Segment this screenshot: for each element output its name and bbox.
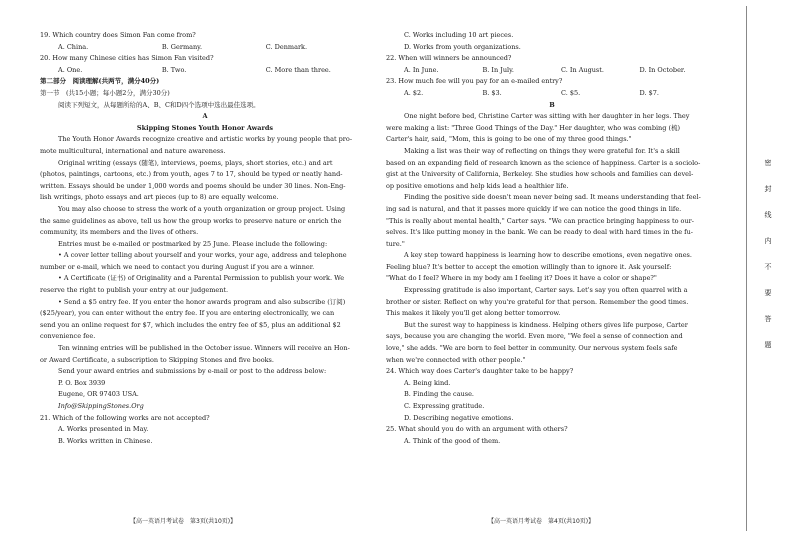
text-line: brother or sister. Reflect on why you're grateful for that person. Remember the good times.: [386, 297, 689, 306]
answer-option: B. $3.: [482, 88, 502, 97]
answer-options: [40, 42, 370, 54]
text-line: ($25/year), you can enter without the entry fee. If you are entering electronically, we can: [40, 309, 335, 318]
text-line: You may also choose to stress the work of a youth organization or group project. Using: [58, 204, 346, 213]
text-line: B. Finding the cause.: [404, 390, 474, 399]
text-line: Ten winning entries will be published in the October issue. Winners will receive an Hon-: [58, 344, 350, 353]
answer-option: C. In August.: [561, 65, 604, 74]
text-line: A. Think of the good of them.: [404, 436, 501, 445]
answer-option: C. Denmark.: [265, 42, 308, 51]
answer-option: A. In June.: [404, 65, 439, 74]
text-line: number or e-mail, which we need to contact you during August if you are a winner.: [40, 262, 315, 271]
text-line: A: [202, 112, 208, 121]
text-line: 22. When will winners be announced?: [386, 54, 512, 63]
seal-divider: [746, 6, 747, 531]
text-line: 24. Which way does Carter's daughter take to be happy?: [386, 367, 574, 376]
text-line: D. Describing negative emotions.: [404, 413, 514, 422]
text-line: says, because you are changing the world. Even more, "We feel a sense of connection and: [386, 332, 683, 341]
text-line: C. Expressing gratitude.: [404, 402, 485, 410]
text-line: P. O. Box 3939: [58, 378, 106, 387]
answer-options: [386, 65, 718, 77]
text-line: 第二部分 阅读理解(共两节，满分40分): [40, 77, 160, 86]
text-line: Making a list was their way of reflecting on things they were grateful for. It's a skill: [404, 146, 680, 155]
text-line: Finding the positive side doesn't mean never being sad. It means understanding that feel-: [404, 193, 701, 202]
seal-char: 线: [764, 211, 772, 219]
text-line: Eugene, OR 97403 USA.: [58, 390, 139, 399]
text-line: "What do I feel? Where in my body am I feeling it? Does it have a color or shape?": [386, 274, 657, 283]
answer-option: C. More than three.: [265, 65, 331, 74]
text-line: community, its members and the lives of others.: [40, 228, 199, 237]
text-line: B. Works written in Chinese.: [58, 436, 153, 445]
text-line: Info@SkippingStones.Org: [58, 402, 144, 410]
answer-option: B. In July.: [482, 65, 514, 74]
answer-option: B. Germany.: [161, 42, 203, 51]
text-line: convenience fee.: [40, 332, 96, 341]
text-line: • A Certificate (证书) of Originality and a Parental Permission to publish your work. We: [58, 274, 345, 283]
answer-options: [40, 65, 370, 77]
text-line: gist at the University of California, Berkeley. She studies how schools and families can devel-: [386, 170, 694, 179]
text-line: 25. What should you do with an argument with others?: [386, 425, 568, 434]
text-line: reserve the right to publish your entry at our judgement.: [40, 286, 229, 295]
text-line: A. Works presented in May.: [58, 425, 149, 434]
answer-option: A. China.: [58, 42, 89, 51]
text-line: Original writing (essays (随笔), interviews, poems, plays, short stories, etc.) and art: [58, 158, 333, 167]
answer-option: A. $2.: [404, 88, 424, 97]
answer-option: D. In October.: [639, 65, 686, 74]
seal-char: 要: [764, 289, 772, 297]
text-line: 21. Which of the following works are not accepted?: [40, 413, 210, 422]
answer-option: A. One.: [58, 65, 83, 74]
answer-option: B. Two.: [161, 65, 187, 74]
seal-char: 封: [764, 185, 772, 193]
text-line: selves. It's like putting money in the bank. We can be ready to deal with hard times in the fu-: [386, 228, 693, 237]
text-line: lish writings, photo essays and art pieces (up to 8) are equally welcome.: [40, 193, 279, 202]
seal-char: 内: [764, 237, 772, 245]
text-line: 23. How much fee will you pay for an e-mailed entry?: [386, 77, 563, 86]
text-line: "This is really about mental health," Carter says. "We can practice bringing happiness to our-: [386, 216, 694, 225]
seal-line-notice: [758, 150, 778, 358]
text-line: 19. Which country does Simon Fan come from?: [40, 31, 196, 39]
text-line: This makes it likely you'll get along better tomorrow.: [386, 309, 561, 318]
text-line: send you an online request for $7, which includes the entry fee of $5, plus an additional $2: [40, 320, 341, 329]
text-line: D. Works from youth organizations.: [404, 42, 521, 51]
text-line: One night before bed, Christine Carter was sitting with her daughter in her legs. They: [404, 112, 690, 121]
seal-char: 题: [764, 341, 772, 349]
answer-option: D. $7.: [639, 88, 659, 97]
text-line: op positive emotions and help kids lead a healthier life.: [386, 181, 569, 190]
text-line: ing sad is natural, and that it passes more quickly if we can notice the good things in life.: [386, 204, 682, 213]
text-line: 第一节 (共15小题；每小题2分，满分30分): [40, 88, 170, 97]
page-footer-left: 【高一英语月考试卷 第3页(共10页)】: [130, 518, 237, 525]
text-line: 阅读下列短文，从每题所给的A、B、C和D四个选项中选出最佳选项。: [58, 100, 260, 109]
text-line: B: [549, 100, 555, 109]
text-line: A. Being kind.: [404, 378, 451, 387]
text-line: were making a list: "Three Good Things of the Day." Her daughter, who was combing (梳): [386, 123, 681, 132]
answer-option: C. $5.: [561, 88, 581, 97]
text-line: Entries must be e-mailed or postmarked by 25 June. Please include the following:: [58, 239, 328, 248]
text-line: based on an expanding field of research known as the science of happiness. Carter is a sociolo-: [386, 158, 701, 167]
text-line: Expressing gratitude is also important, Carter says. Let's say you often quarrel with a: [404, 286, 688, 295]
text-line: the same guidelines as above, tell us how the group works to preserve nature or enrich the: [40, 216, 342, 225]
answer-options: [386, 88, 718, 100]
seal-char: 不: [764, 263, 772, 271]
text-line: Carter's hair, said, "Mom, this is going to be one of my three good things.": [386, 135, 632, 144]
text-line: • Send a $5 entry fee. If you enter the honor awards program and also subscribe (订阅): [58, 297, 346, 306]
text-line: ture.": [386, 239, 405, 248]
text-line: Feeling blue? It's better to accept the emotion willingly than to ignore it. Ask yourself:: [386, 262, 672, 271]
text-line: (photos, paintings, cartoons, etc.) from youth, ages 7 to 17, should be typed or neatly hand-: [40, 170, 343, 179]
text-line: C. Works including 10 art pieces.: [404, 31, 514, 39]
text-line: The Youth Honor Awards recognize creative and artistic works by young people that pro-: [58, 135, 353, 144]
text-line: But the surest way to happiness is kindness. Helping others gives life purpose, Carter: [404, 320, 688, 329]
seal-char: 答: [764, 315, 772, 323]
seal-char: 密: [764, 159, 772, 167]
text-line: when we're connected with other people.": [386, 355, 526, 364]
text-line: love," she adds. "We are born to feel better in community. Our nervous system feels safe: [386, 344, 678, 353]
text-line: Send your award entries and submissions by e-mail or post to the address below:: [58, 367, 327, 376]
text-line: written. Essays should be under 1,000 words and poems should be under 30 lines. Non-Eng-: [40, 181, 346, 190]
text-line: • A cover letter telling about yourself and your works, your age, address and telephone: [58, 251, 347, 260]
text-line: A key step toward happiness is learning how to describe emotions, even negative ones.: [404, 251, 692, 260]
text-line: or Award Certificate, a subscription to Skipping Stones and five books.: [40, 355, 274, 364]
text-line: mote multicultural, international and nature awareness.: [40, 146, 226, 155]
text-line: Skipping Stones Youth Honor Awards: [136, 123, 274, 132]
left-column: [40, 30, 370, 447]
page-footer-right: 【高一英语月考试卷 第4页(共10页)】: [488, 518, 595, 525]
text-line: 20. How many Chinese cities has Simon Fan visited?: [40, 54, 214, 63]
right-column: [386, 30, 718, 447]
